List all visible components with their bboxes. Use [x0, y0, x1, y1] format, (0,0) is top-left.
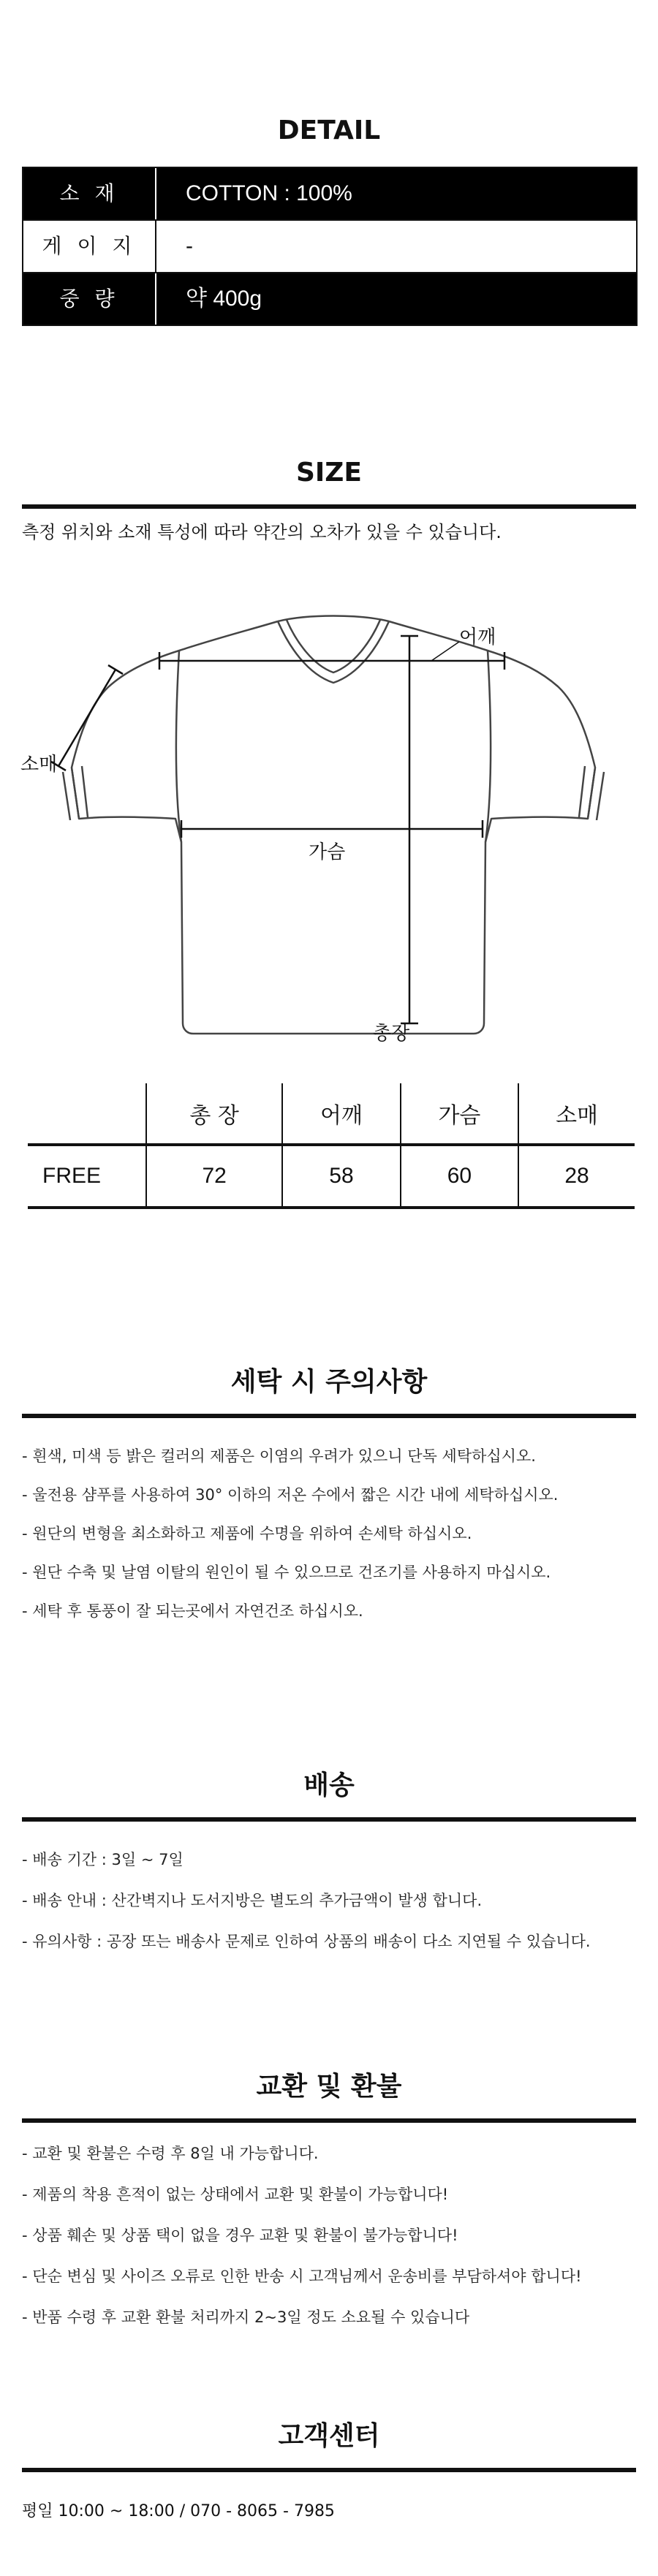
detail-row-gauge — [23, 221, 636, 273]
list-item: - 교환 및 환불은 수령 후 8일 내 가능합니다. — [22, 2145, 319, 2162]
size-table — [28, 1083, 635, 1209]
detail-label: 게 이 지 — [23, 221, 156, 272]
detail-value: - — [186, 234, 193, 258]
detail-table — [22, 167, 638, 326]
list-item: - 원단 수축 및 날염 이탈의 원인이 될 수 있으므로 건조기를 사용하지 마십시오. — [22, 1564, 551, 1581]
tshirt-measurement-diagram — [0, 585, 658, 1067]
washing-list — [22, 1437, 558, 1631]
customer-center-divider — [22, 2468, 636, 2472]
detail-label: 소 재 — [23, 168, 156, 219]
size-label: FREE — [28, 1145, 146, 1208]
list-item: - 흰색, 미색 등 밝은 컬러의 제품은 이염의 우려가 있으니 단독 세탁하십시오. — [22, 1447, 536, 1465]
size-divider — [22, 504, 636, 509]
list-item: - 제품의 착용 흔적이 없는 상태에서 교환 및 환불이 가능합니다! — [22, 2186, 449, 2203]
sleeve-cuff-left — [63, 766, 88, 820]
list-item: - 배송 기간 : 3일 ~ 7일 — [22, 1851, 184, 1868]
size-header-chest: 가슴 — [401, 1083, 518, 1145]
sleeve-measure-line — [58, 670, 116, 766]
customer-center-info: 평일 10:00 ~ 18:00 / 070 - 8065 - 7985 — [22, 2502, 335, 2520]
exchange-title: 교환 및 환불 — [256, 2072, 402, 2102]
diagram-label-length: 총장 — [373, 1023, 410, 1045]
size-value-shoulder: 58 — [282, 1145, 400, 1208]
detail-value: 약 400g — [186, 287, 262, 311]
size-header-sleeve: 소매 — [518, 1083, 635, 1145]
list-item: - 울전용 샴푸를 사용하여 30° 이하의 저온 수에서 짧은 시간 내에 세탁하십시오. — [22, 1486, 559, 1504]
tshirt-collar — [278, 621, 389, 683]
detail-value: COTTON : 100% — [186, 181, 352, 205]
list-item: - 단순 변심 및 사이즈 오류로 인한 반송 시 고객님께서 운송비를 부담하셔야 합니다! — [22, 2268, 582, 2285]
diagram-label-shoulder: 어깨 — [459, 626, 496, 648]
detail-label: 중 량 — [23, 273, 156, 325]
exchange-list — [22, 2133, 582, 2338]
detail-row-weight — [23, 273, 636, 325]
size-value-sleeve: 28 — [518, 1145, 635, 1208]
list-item: - 상품 훼손 및 상품 택이 없을 경우 교환 및 환불이 불가능합니다! — [22, 2227, 458, 2244]
table-row — [28, 1145, 635, 1208]
detail-title: DETAIL — [277, 115, 381, 145]
list-item: - 배송 안내 : 산간벽지나 도서지방은 별도의 추가금액이 발생 합니다. — [22, 1892, 483, 1909]
customer-center-title: 고객센터 — [278, 2421, 380, 2451]
list-item: - 유의사항 : 공장 또는 배송사 문제로 인하여 상품의 배송이 다소 지연될 수 있습니다. — [22, 1933, 591, 1950]
size-header-length: 총 장 — [146, 1083, 282, 1145]
size-value-length: 72 — [146, 1145, 282, 1208]
shipping-divider — [22, 1817, 636, 1822]
exchange-divider — [22, 2118, 636, 2123]
diagram-label-chest: 가슴 — [309, 841, 346, 863]
size-header-shoulder: 어깨 — [282, 1083, 400, 1145]
size-title: SIZE — [295, 458, 363, 488]
list-item: - 세탁 후 통풍이 잘 되는곳에서 자연건조 하십시오. — [22, 1602, 363, 1620]
washing-divider — [22, 1414, 636, 1418]
shipping-list — [22, 1839, 591, 1962]
sleeve-cuff-right — [579, 766, 604, 820]
list-item: - 원단의 변형을 최소화하고 제품에 수명을 위하여 손세탁 하십시오. — [22, 1525, 472, 1542]
size-table-corner — [28, 1083, 146, 1145]
list-item: - 반품 수령 후 교환 환불 처리까지 2~3일 정도 소요될 수 있습니다 — [22, 2308, 470, 2326]
washing-title: 세탁 시 주의사항 — [230, 1367, 428, 1397]
detail-row-material — [23, 168, 636, 221]
size-note: 측정 위치와 소재 특성에 따라 약간의 오차가 있을 수 있습니다. — [22, 522, 502, 542]
size-value-chest: 60 — [401, 1145, 518, 1208]
shipping-title: 배송 — [303, 1770, 355, 1800]
diagram-label-sleeve: 소매 — [20, 754, 58, 776]
